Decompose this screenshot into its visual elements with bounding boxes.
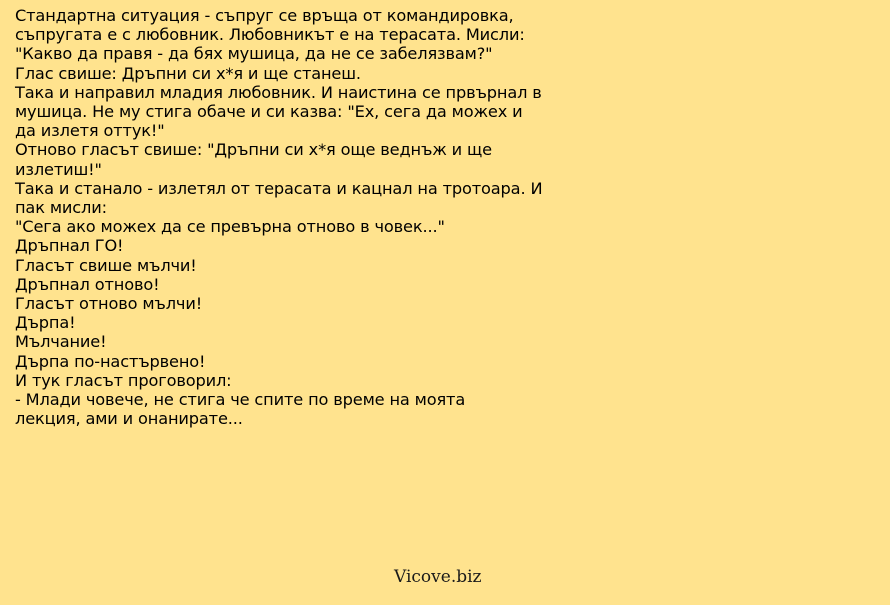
joke-line: пак мисли: xyxy=(15,198,107,218)
joke-line: Гласът отново мълчи! xyxy=(15,294,203,314)
joke-line: излетиш!" xyxy=(15,159,102,179)
joke-line: Така и направил младия любовник. И наистина се првърнал в xyxy=(15,82,542,102)
joke-line: Глас свише: Дръпни си х*я и ще станеш. xyxy=(15,63,361,83)
joke-line: "Сега ако можех да се превърна отново в човек..." xyxy=(15,217,445,237)
joke-line: съпругата е с любовник. Любовникът е на терасата. Мисли: xyxy=(15,25,525,45)
joke-line: Гласът свише мълчи! xyxy=(15,255,197,275)
joke-line: Дръпнал отново! xyxy=(15,274,160,294)
joke-line: И тук гласът проговорил: xyxy=(15,370,232,390)
joke-line: мушица. Не му стига обаче и си казва: "Ех, сега да можех и xyxy=(15,102,523,122)
joke-text xyxy=(15,6,605,428)
joke-line: Дърпа по-настървено! xyxy=(15,351,206,371)
joke-line: Отново гласът свише: "Дръпни си х*я още веднъж и ще xyxy=(15,140,492,160)
site-watermark: Vicove.biz xyxy=(394,567,482,587)
joke-line: - Млади човече, не стига че спите по време на моята xyxy=(15,390,466,410)
joke-line: Дърпа! xyxy=(15,313,76,333)
joke-line: "Какво да правя - да бях мушица, да не се забелязвам?" xyxy=(15,44,493,64)
joke-line: Мълчание! xyxy=(15,332,107,352)
joke-line: Така и станало - излетял от терасата и кацнал на тротоара. И xyxy=(15,178,543,198)
joke-line: да излетя оттук!" xyxy=(15,121,165,141)
joke-line: Стандартна ситуация - съпруг се връща от командировка, xyxy=(15,6,514,25)
joke-line: лекция, ами и онанирате... xyxy=(15,409,243,429)
joke-line: Дръпнал ГО! xyxy=(15,236,124,256)
